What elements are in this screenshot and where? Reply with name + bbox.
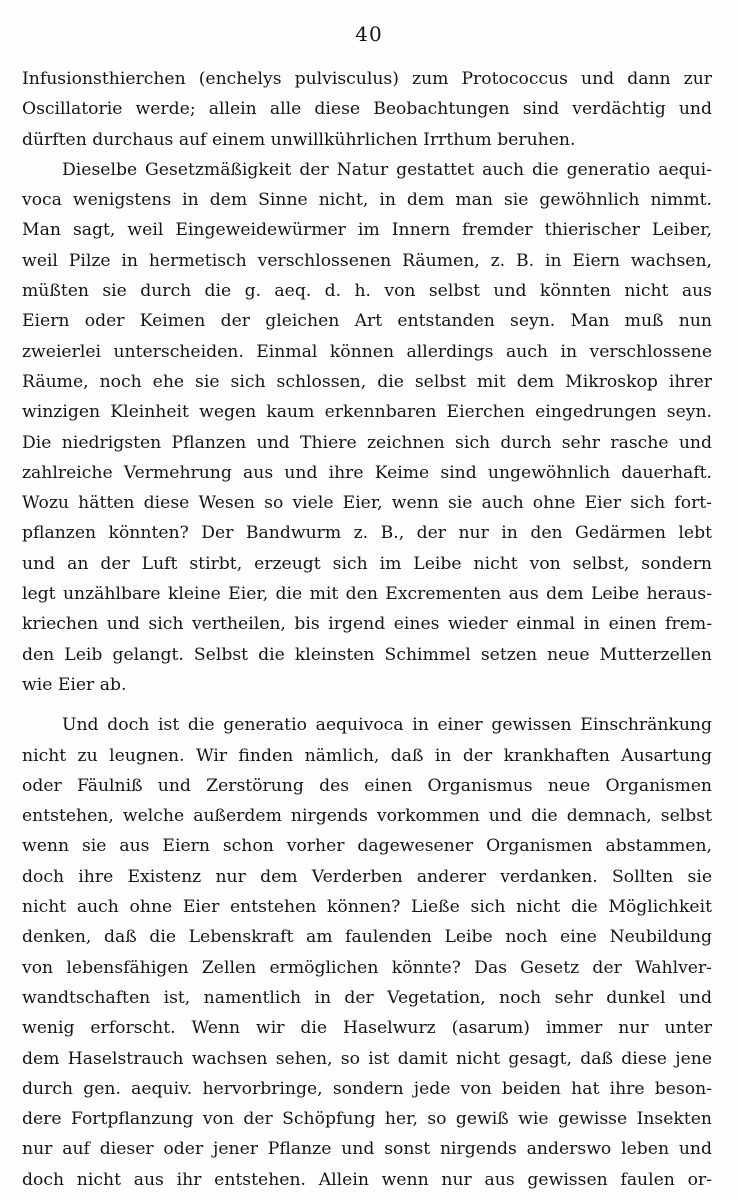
text-line: Infusionsthierchen (enchelys pulvisculus) zum Protococcus und dann zur [22, 69, 712, 89]
text-line: weil Pilze in hermetisch verschlossenen Räumen, z. B. in Eiern wachsen, [22, 250, 712, 271]
text-line: nur auf dieser oder jener Pflanze und sonst nirgends anderswo leben und [22, 1139, 712, 1160]
text-line: kriechen und sich vertheilen, bis irgend eines wieder einmal in einen frem- [22, 614, 712, 635]
text-line: zahlreiche Vermehrung aus und ihre Keime sind ungewöhnlich dauerhaft. [22, 462, 712, 483]
text-line: voca wenigstens in dem Sinne nicht, in dem man sie gewöhnlich nimmt. [22, 190, 712, 211]
text-line: den Leib gelangt. Selbst die kleinsten Schimmel setzen neue Mutterzellen [22, 644, 712, 665]
text-line: wie Eier ab. [22, 674, 127, 695]
text-line: Oscillatorie werde; allein alle diese Beobachtungen sind verdächtig und [22, 99, 712, 120]
text-line: Dieselbe Gesetzmäßigkeit der Natur gestattet auch die generatio aequi- [62, 159, 712, 180]
text-line: denken, daß die Lebenskraft am faulenden Leibe noch eine Neubildung [22, 927, 712, 948]
text-line: Wozu hätten diese Wesen so viele Eier, wenn sie auch ohne Eier sich fort- [22, 493, 712, 514]
paragraph-continuation [22, 64, 712, 155]
text-line: winzigen Kleinheit wegen kaum erkennbaren Eierchen eingedrungen seyn. [22, 402, 712, 423]
text-line: Räume, noch ehe sie sich schlossen, die selbst mit dem Mikroskop ihrer [22, 371, 712, 392]
text-line: dürften durchaus auf einem unwillkührlichen Irrthum beruhen. [22, 129, 576, 150]
text-line: oder Fäulniß und Zerstörung des einen Organismus neue Organismen [22, 775, 712, 796]
paragraph-und-doch [22, 710, 712, 1195]
text-line: von lebensfähigen Zellen ermöglichen könnte? Das Gesetz der Wahlver- [22, 957, 712, 978]
text-line: wandtschaften ist, namentlich in der Vegetation, noch sehr dunkel und [22, 987, 712, 1008]
text-line: Die niedrigsten Pflanzen und Thiere zeichnen sich durch sehr rasche und [22, 432, 712, 453]
text-line: doch ihre Existenz nur dem Verderben anderer verdanken. Sollten sie [22, 866, 712, 887]
text-line: entstehen, welche außerdem nirgends vorkommen und die demnach, selbst [22, 806, 712, 827]
body-text [22, 64, 712, 1195]
text-line: legt unzählbare kleine Eier, die mit den Excrementen aus dem Leibe heraus- [22, 584, 712, 605]
paragraph-dieselbe [22, 155, 712, 700]
text-line: dem Haselstrauch wachsen sehen, so ist damit nicht gesagt, daß diese jene [22, 1048, 712, 1069]
text-line: dere Fortpflanzung von der Schöpfung her, so gewiß wie gewisse Insekten [22, 1109, 712, 1130]
page-number: 40 [355, 22, 383, 46]
paragraph-spacer [22, 700, 712, 710]
text-line: nicht auch ohne Eier entstehen können? Ließe sich nicht die Möglichkeit [22, 897, 712, 918]
text-line: durch gen. aequiv. hervorbringe, sondern jede von beiden hat ihre beson- [22, 1078, 712, 1099]
text-line: wenig erforscht. Wenn wir die Haselwurz (asarum) immer nur unter [22, 1018, 712, 1039]
text-line: müßten sie durch die g. aeq. d. h. von selbst und könnten nicht aus [22, 281, 712, 302]
text-line: Und doch ist die generatio aequivoca in einer gewissen Einschränkung [62, 715, 712, 736]
text-line: Man sagt, weil Eingeweidewürmer im Innern fremder thierischer Leiber, [22, 220, 712, 241]
text-line: zweierlei unterscheiden. Einmal können allerdings auch in verschlossene [22, 341, 712, 362]
text-line: Eiern oder Keimen der gleichen Art entstanden seyn. Man muß nun [22, 311, 712, 332]
text-line: und an der Luft stirbt, erzeugt sich im Leibe nicht von selbst, sondern [22, 553, 712, 574]
text-line: pflanzen könnten? Der Bandwurm z. B., der nur in den Gedärmen lebt [22, 523, 712, 544]
text-line: wenn sie aus Eiern schon vorher dagewesener Organismen abstammen, [22, 836, 712, 857]
text-line: nicht zu leugnen. Wir finden nämlich, daß in der krankhaften Ausartung [22, 745, 712, 766]
text-line: doch nicht aus ihr entstehen. Allein wenn nur aus gewissen faulen or- [22, 1169, 712, 1190]
